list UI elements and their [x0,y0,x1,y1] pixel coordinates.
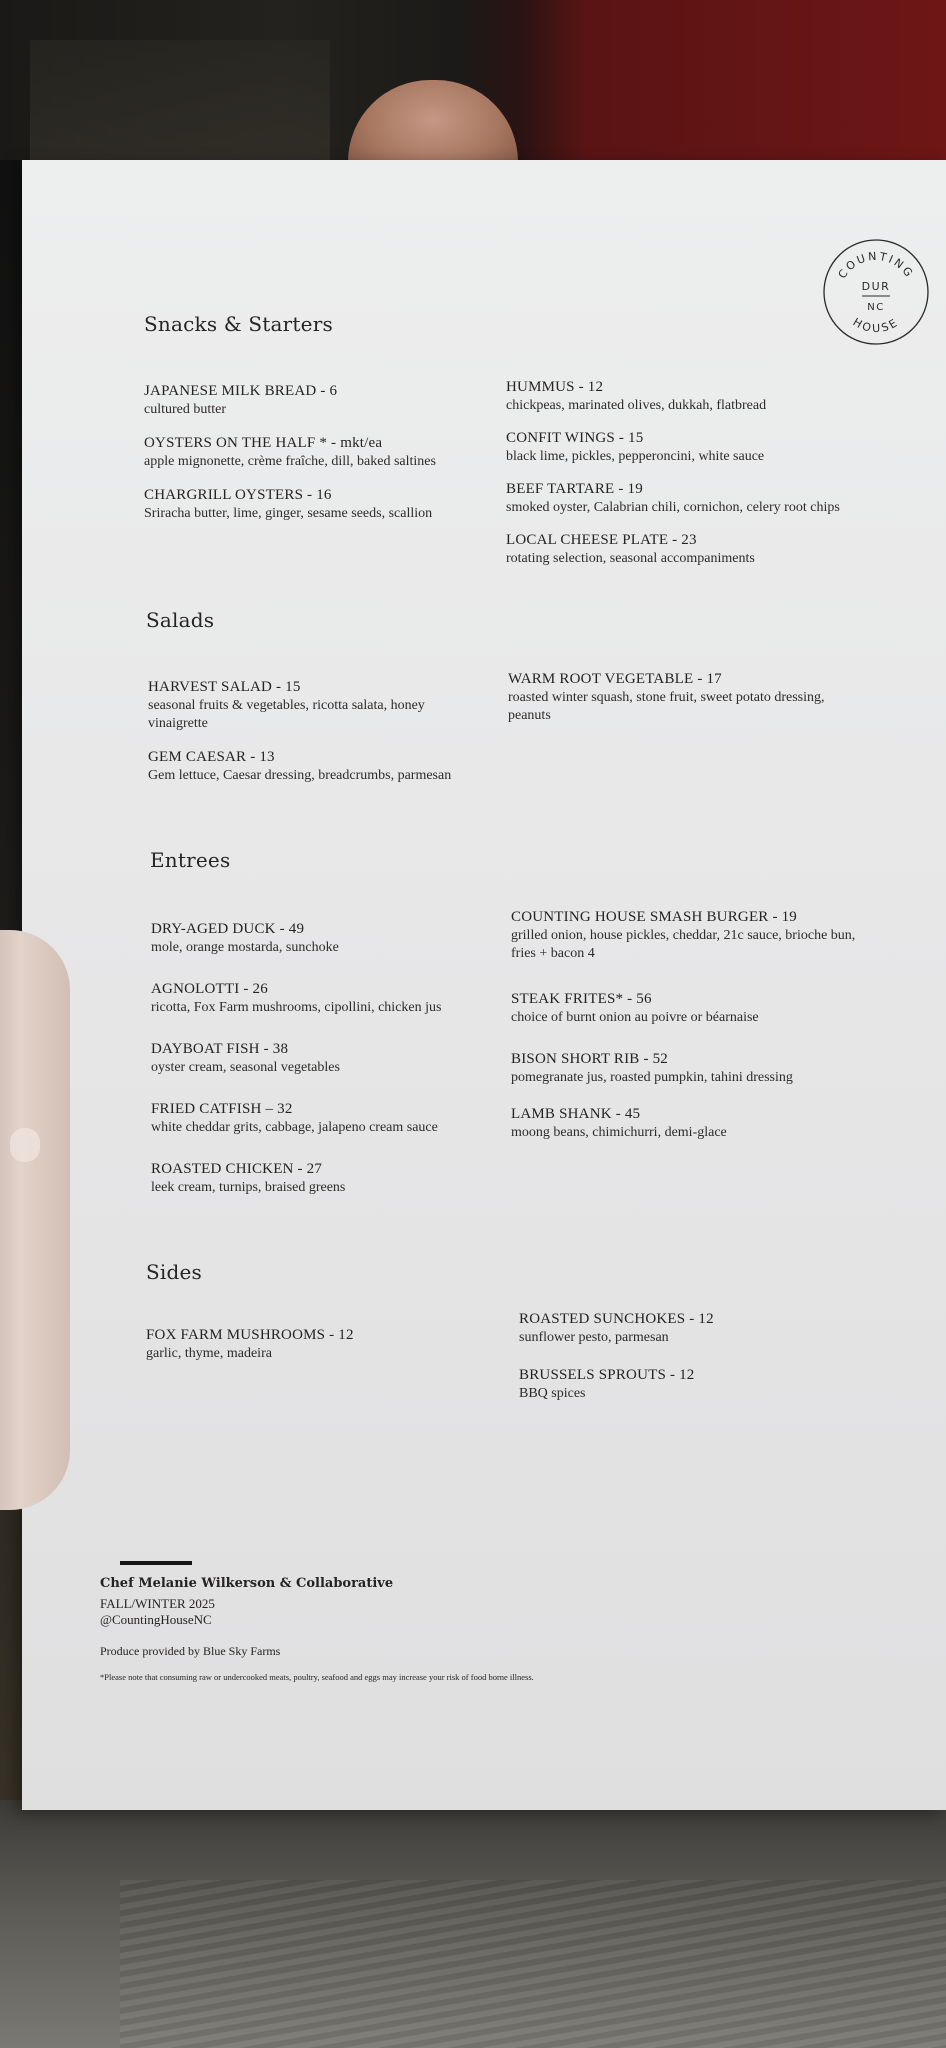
item-description: choice of burnt onion au poivre or béarnaise [511,1010,759,1025]
item-description-cont: vinaigrette [148,716,208,731]
counting-house-logo [822,238,930,346]
menu-item [151,1040,340,1077]
item-description: leek cream, turnips, braised greens [151,1180,346,1195]
menu-item [506,429,764,466]
item-name: WARM ROOT VEGETABLE - 17 [508,671,722,687]
menu-item [146,1326,354,1363]
item-description: seasonal fruits & vegetables, ricotta salata, honey [148,698,425,713]
menu-item [151,980,441,1017]
menu-item [506,378,766,415]
item-name: BRUSSELS SPROUTS - 12 [519,1367,695,1383]
menu-item [511,990,759,1027]
menu-item [506,480,840,517]
item-description: sunflower pesto, parmesan [519,1330,669,1345]
item-description: ricotta, Fox Farm mushrooms, cipollini, chicken jus [151,1000,442,1015]
menu-item [506,531,755,568]
menu-sheet [22,160,946,1810]
item-name: HARVEST SALAD - 15 [148,679,301,695]
item-name: FOX FARM MUSHROOMS - 12 [146,1327,354,1343]
item-name: BISON SHORT RIB - 52 [511,1051,669,1067]
item-name: CHARGRILL OYSTERS - 16 [144,487,332,503]
item-description: white cheddar grits, cabbage, jalapeno cream sauce [151,1120,438,1135]
item-description: pomegranate jus, roasted pumpkin, tahini dressing [511,1070,793,1085]
item-description: garlic, thyme, madeira [146,1346,272,1361]
menu-item [148,678,425,733]
item-name: FRIED CATFISH – 32 [151,1101,293,1117]
footer-rule [120,1561,192,1565]
item-description: BBQ spices [519,1386,586,1401]
item-name: DRY-AGED DUCK - 49 [151,921,305,937]
item-name: BEEF TARTARE - 19 [506,481,643,497]
item-name: AGNOLOTTI - 26 [151,981,268,997]
background-fabric [120,1880,946,2048]
item-description: rotating selection, seasonal accompaniments [506,551,755,566]
item-description: oyster cream, seasonal vegetables [151,1060,340,1075]
menu-item [511,908,855,963]
item-description: moong beans, chimichurri, demi-glace [511,1125,727,1140]
item-name: ROASTED SUNCHOKES - 12 [519,1311,714,1327]
footer-chef: Chef Melanie Wilkerson & Collaborative [100,1576,394,1591]
item-description: smoked oyster, Calabrian chili, cornichon, celery root chips [506,500,840,515]
item-description: roasted winter squash, stone fruit, sweet potato dressing, [508,690,825,705]
menu-item [511,1105,727,1142]
svg-text:HOUSE [851,315,902,335]
menu-item [519,1366,695,1403]
item-name: COUNTING HOUSE SMASH BURGER - 19 [511,909,798,925]
section-title-sides: Sides [146,1260,202,1284]
logo-mid-text-1: DUR [861,280,891,293]
item-description: Gem lettuce, Caesar dressing, breadcrumbs, parmesan [148,768,452,783]
item-name: JAPANESE MILK BREAD - 6 [144,383,338,399]
item-name: DAYBOAT FISH - 38 [151,1041,289,1057]
item-description-cont: fries + bacon 4 [511,946,595,961]
item-description: grilled onion, house pickles, cheddar, 21c sauce, brioche bun, [511,928,856,943]
hand-ring [10,1128,40,1162]
item-name: STEAK FRITES* - 56 [511,991,652,1007]
item-name: GEM CAESAR - 13 [148,749,275,765]
item-description: chickpeas, marinated olives, dukkah, flatbread [506,398,767,413]
footer-season: FALL/WINTER 2025 [100,1596,215,1611]
item-description: apple mignonette, crème fraîche, dill, baked saltines [144,454,436,469]
item-name: CONFIT WINGS - 15 [506,430,644,446]
footer-social-handle: @CountingHouseNC [100,1612,212,1627]
menu-item [151,1160,345,1197]
menu-item [151,1100,438,1137]
item-name: ROASTED CHICKEN - 27 [151,1161,323,1177]
menu-item [148,748,451,785]
section-title-entrees: Entrees [150,848,231,872]
footer-produce: Produce provided by Blue Sky Farms [100,1644,281,1658]
menu-item [508,670,825,725]
item-description: Sriracha butter, lime, ginger, sesame seeds, scallion [144,506,433,521]
menu-item [519,1310,714,1347]
logo-mid-text-2: NC [867,302,885,313]
item-name: LAMB SHANK - 45 [511,1106,641,1122]
menu-item [144,486,432,523]
menu-item [144,434,436,471]
logo-bottom-text: HOUSE [850,315,902,336]
logo-top-text: COUNTING [835,249,917,282]
menu-item [151,920,339,957]
menu-item [511,1050,793,1087]
footer-notice: *Please note that consuming raw or undercooked meats, poultry, seafood and eggs may increase your risk of food borne illness. [100,1672,534,1682]
background-window [30,40,330,160]
item-description: black lime, pickles, pepperoncini, white sauce [506,449,765,464]
svg-text:COUNTING [836,250,917,281]
section-title-snacks: Snacks & Starters [144,312,333,336]
item-name: LOCAL CHEESE PLATE - 23 [506,532,697,548]
item-name: OYSTERS ON THE HALF * - mkt/ea [144,435,383,451]
item-description-cont: peanuts [508,708,551,723]
section-title-salads: Salads [146,608,215,632]
hand-holding-left [0,930,70,1510]
item-description: cultured butter [144,402,227,417]
item-name: HUMMUS - 12 [506,379,604,395]
item-description: mole, orange mostarda, sunchoke [151,940,339,955]
menu-item [144,382,337,419]
